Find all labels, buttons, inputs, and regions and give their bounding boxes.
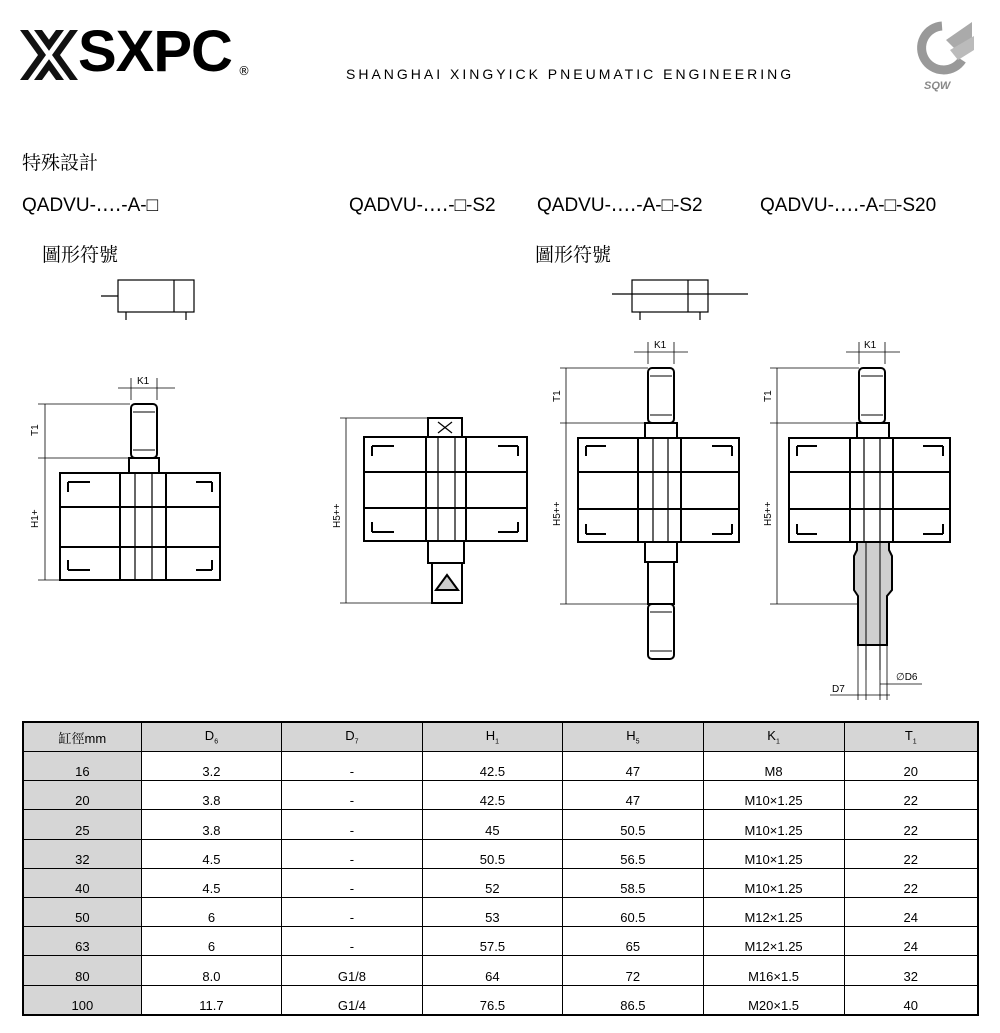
table-row [23,927,978,956]
cell-k1: M16×1.5 [703,956,844,985]
symbol-title-2: 圖形符號 [535,244,612,266]
column-header-label: D [345,728,355,744]
cell-d6: 8.0 [141,956,281,985]
symbol-title-1: 圖形符號 [42,244,119,266]
d6-label: ∅D6 [896,672,918,683]
cell-k1: M8 [703,752,844,781]
cell-h1: 64 [422,956,562,985]
cell-h1: 42.5 [422,752,562,781]
cell-k1: M20×1.5 [703,985,844,1015]
cell-bore: 25 [23,810,141,839]
column-header-bore [23,722,141,752]
column-header-subscript: 5 [635,738,640,746]
cell-bore: 40 [23,868,141,897]
cell-h1: 45 [422,810,562,839]
h5-label-4: H5++ [763,501,774,526]
cell-d7: - [282,781,423,810]
cell-t1: 22 [844,781,978,810]
drawing-qadvu-s2 [332,418,527,603]
h1-label-1: H1+ [30,509,41,528]
column-header-subscript: 7 [354,738,359,746]
cell-t1: 32 [844,956,978,985]
cell-bore: 32 [23,839,141,868]
cell-h5: 72 [563,956,703,985]
cell-d6: 6 [141,897,281,926]
cell-h5: 50.5 [563,810,703,839]
column-header-h1 [422,722,562,752]
cell-k1: M10×1.25 [703,839,844,868]
cell-d6: 4.5 [141,868,281,897]
table-row [23,956,978,985]
cell-h1: 57.5 [422,927,562,956]
model-code-1: QADVU-‥‥-A-□ [22,195,159,216]
k1-label-4: K1 [864,340,877,351]
cell-d6: 3.8 [141,810,281,839]
cell-d7: - [282,897,423,926]
model-code-3: QADVU-‥‥-A-□-S2 [537,195,703,216]
company-name: SHANGHAI XINGYICK PNEUMATIC ENGINEERING [346,66,795,82]
column-header-subscript: 1 [495,738,500,746]
k1-label-1: K1 [137,376,150,387]
t1-label-1: T1 [30,424,41,436]
cell-d6: 6 [141,927,281,956]
drawing-qadvu-a [30,376,220,580]
cell-h5: 47 [563,752,703,781]
column-header-subscript: 1 [775,738,780,746]
cell-h5: 86.5 [563,985,703,1015]
cell-h1: 52 [422,868,562,897]
cell-bore: 80 [23,956,141,985]
cell-bore: 50 [23,897,141,926]
table-row [23,781,978,810]
column-header-subscript: 6 [214,738,219,746]
column-header-label: H [626,728,636,744]
cell-h5: 60.5 [563,897,703,926]
sqw-logo-icon [912,20,974,80]
cell-bore: 63 [23,927,141,956]
cell-d6: 3.2 [141,752,281,781]
sqw-logo-text: SQW [924,80,951,92]
cylinder-symbol-2 [612,280,748,320]
cell-t1: 24 [844,927,978,956]
cell-t1: 22 [844,839,978,868]
cell-d6: 11.7 [141,985,281,1015]
table-row [23,810,978,839]
cell-k1: M10×1.25 [703,810,844,839]
cell-bore: 16 [23,752,141,781]
cell-d7: - [282,868,423,897]
cell-t1: 22 [844,810,978,839]
column-header-t1 [844,722,978,752]
cell-h5: 56.5 [563,839,703,868]
cell-d7: - [282,927,423,956]
cell-d6: 4.5 [141,839,281,868]
table-row [23,839,978,868]
model-code-2: QADVU-‥‥-□-S2 [349,195,496,216]
cell-h5: 58.5 [563,868,703,897]
column-header-d6 [141,722,281,752]
cell-h5: 47 [563,781,703,810]
column-header-h5 [563,722,703,752]
registered-mark: ® [238,64,250,78]
d7-label: D7 [832,684,845,695]
cell-d7: - [282,839,423,868]
cell-d7: - [282,810,423,839]
cell-h5: 65 [563,927,703,956]
technical-drawings [0,260,1000,710]
cell-h1: 53 [422,897,562,926]
cell-k1: M10×1.25 [703,781,844,810]
column-header-label: T [904,728,913,744]
cell-h1: 50.5 [422,839,562,868]
cell-t1: 20 [844,752,978,781]
cell-k1: M10×1.25 [703,868,844,897]
column-header-label: H [485,728,496,744]
t1-label-3: T1 [552,390,563,402]
column-header-label: K [767,728,776,744]
section-title: 特殊設計 [22,152,99,174]
cell-d6: 3.8 [141,781,281,810]
table-row [23,897,978,926]
column-header-label: D [204,728,215,744]
cell-bore: 20 [23,781,141,810]
cell-k1: M12×1.25 [703,927,844,956]
drawing-qadvu-a-s2 [552,340,739,659]
table-row [23,752,978,781]
column-header-label: 缸徑mm [58,730,107,746]
cell-t1: 22 [844,868,978,897]
drawing-qadvu-a-s20 [763,340,950,700]
cell-d7: G1/4 [282,985,423,1015]
k1-label-3: K1 [654,340,667,351]
t1-label-4: T1 [763,390,774,402]
cell-d7: G1/8 [282,956,423,985]
column-header-subscript: 1 [912,738,917,746]
cell-h1: 76.5 [422,985,562,1015]
h5-label-3: H5++ [552,501,563,526]
model-code-4: QADVU-‥‥-A-□-S20 [760,195,937,216]
cell-k1: M12×1.25 [703,897,844,926]
logo-text: SXPC [78,19,232,84]
cell-d7: - [282,752,423,781]
sxpc-logo-icon [20,30,78,80]
cell-h1: 42.5 [422,781,562,810]
cylinder-symbol-1 [101,280,194,320]
cell-t1: 24 [844,897,978,926]
spec-table [22,721,979,1016]
table-header-row [23,722,978,752]
h5-label-2: H5++ [332,503,343,528]
column-header-k1 [703,722,844,752]
table-row [23,985,978,1015]
column-header-d7 [282,722,423,752]
cell-t1: 40 [844,985,978,1015]
cell-bore: 100 [23,985,141,1015]
table-row [23,868,978,897]
